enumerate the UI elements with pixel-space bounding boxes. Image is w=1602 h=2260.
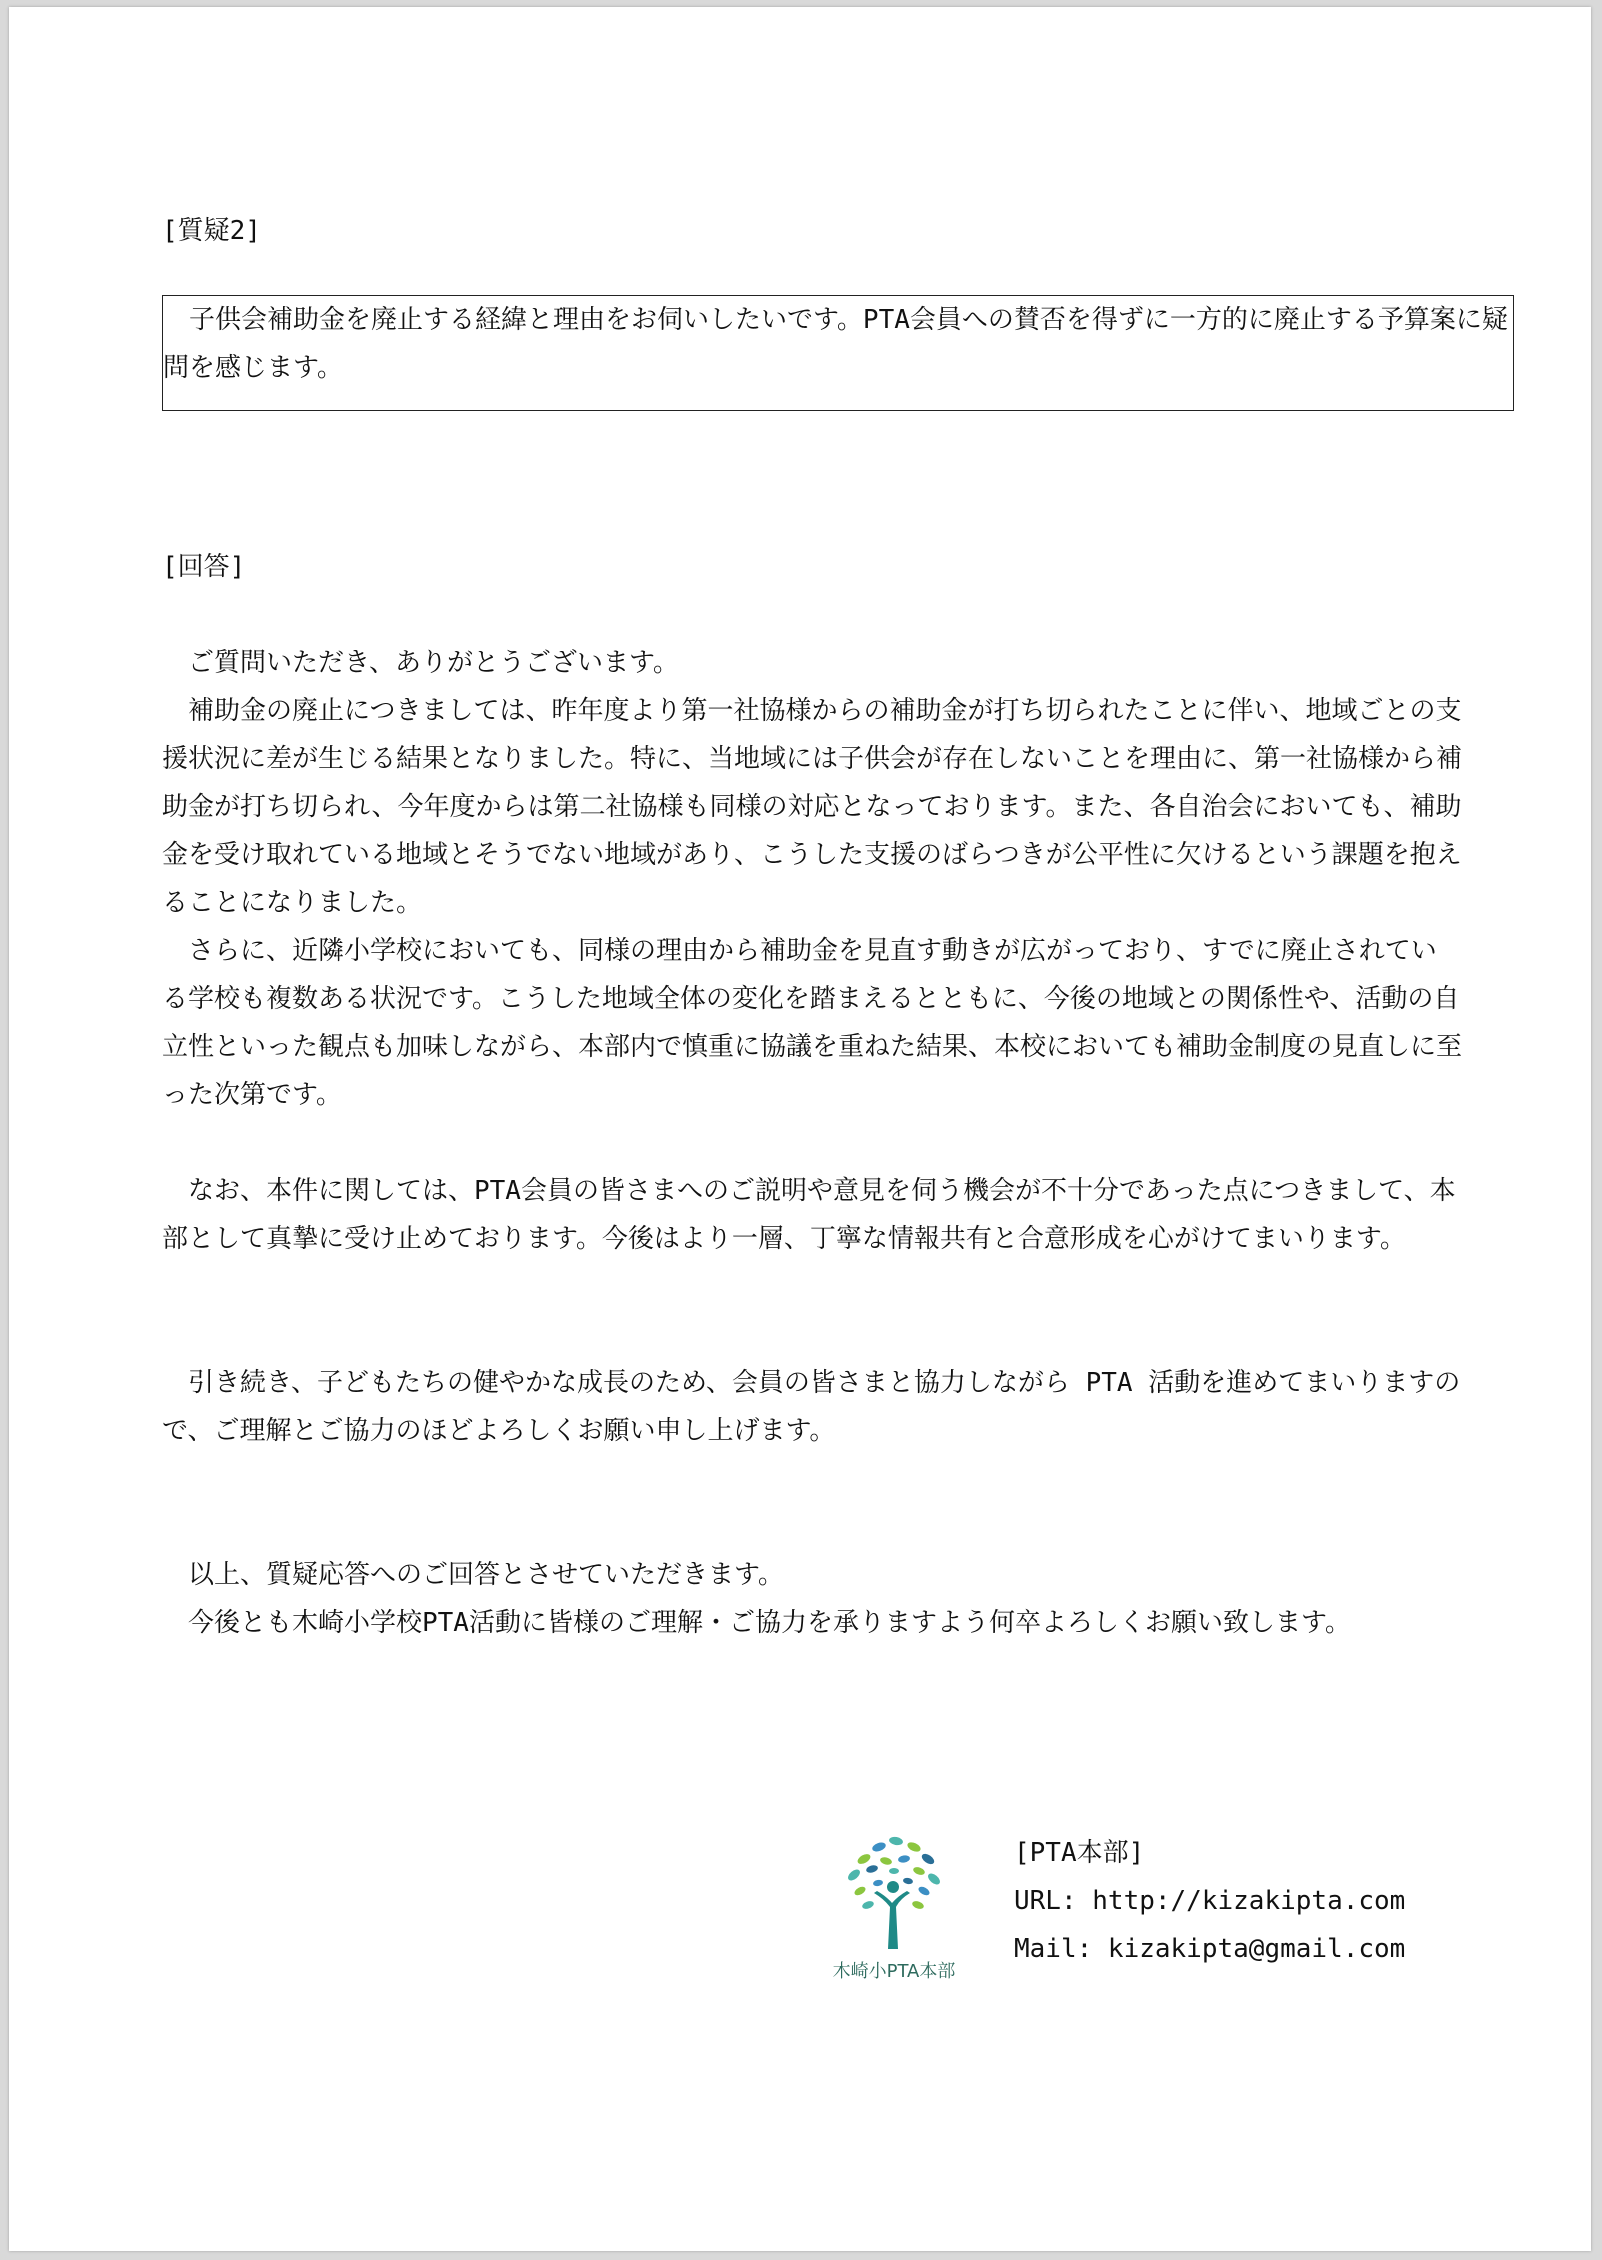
mail-link[interactable]: Mail: kizakipta@gmail.com (1014, 1934, 1406, 1964)
answer-apology: なお、本件に関しては、PTA会員の皆さまへのご説明や意見を伺う機会が不十分であった点につきまして、本部として真摯に受け止めております。今後はより一層、丁寧な情報共有と合意形成を心がけてまいります。 (162, 1176, 1456, 1254)
answer-paragraph-2 (162, 1167, 1462, 1263)
closing-line-1: 以上、質疑応答へのご回答とさせていただきます。 (188, 1560, 784, 1590)
contact-info (1014, 1829, 1405, 1973)
org-name: [PTA本部] (1014, 1838, 1145, 1868)
signature-footer (824, 1829, 1406, 1999)
closing-line-2: 今後とも木崎小学校PTA活動に皆様のご理解・ご協力を承りますよう何卒よろしくお願い致します。 (188, 1608, 1351, 1638)
closing-block (162, 1551, 1462, 1647)
answer-neighbor-schools: さらに、近隣小学校においても、同様の理由から補助金を見直す動きが広がっており、すでに廃止されている学校も複数ある状況です。こうした地域全体の変化を踏まえるとともに、今後の地域との関係性や、活動の自立性といった観点も加味しながら、本部内で慎重に協議を重ねた結果、本校においても補助金制度の見直しに至った次第です。 (162, 936, 1463, 1110)
question-box (162, 295, 1514, 411)
answer-paragraph-3 (162, 1359, 1462, 1455)
url-link[interactable]: URL: http://kizakipta.com (1014, 1886, 1406, 1916)
document-page (9, 7, 1591, 2251)
tree-logo-icon (824, 1829, 964, 1959)
answer-greeting: ご質問いただき、ありがとうございます。 (188, 648, 679, 678)
answer-continuation: 引き続き、子どもたちの健やかな成長のため、会員の皆さまと協力しながら PTA 活動を進めてまいりますので、ご理解とご協力のほどよろしくお願い申し上げます。 (162, 1368, 1461, 1446)
answer-label: [回答] (162, 552, 246, 582)
logo-caption: 木崎小PTA本部 (832, 1961, 956, 1982)
answer-reason: 補助金の廃止につきましては、昨年度より第一社協様からの補助金が打ち切られたことに伴い、地域ごとの支援状況に差が生じる結果となりました。特に、当地域には子供会が存在しないことを理由に、第一社協様から補助金が打ち切られ、今年度からは第二社協様も同様の対応となっております。また、各自治会においても、補助金を受け取れている地域とそうでない地域があり、こうした支援のばらつきが公平性に欠けるという課題を抱えることになりました。 (162, 696, 1463, 918)
pta-logo (824, 1829, 964, 1982)
question-label: [質疑2] (162, 216, 261, 246)
answer-paragraph-1 (162, 639, 1462, 1119)
question-text: 子供会補助金を廃止する経緯と理由をお伺いしたいです。PTA会員への賛否を得ずに一方的に廃止する予算案に疑問を感じます。 (163, 305, 1508, 383)
